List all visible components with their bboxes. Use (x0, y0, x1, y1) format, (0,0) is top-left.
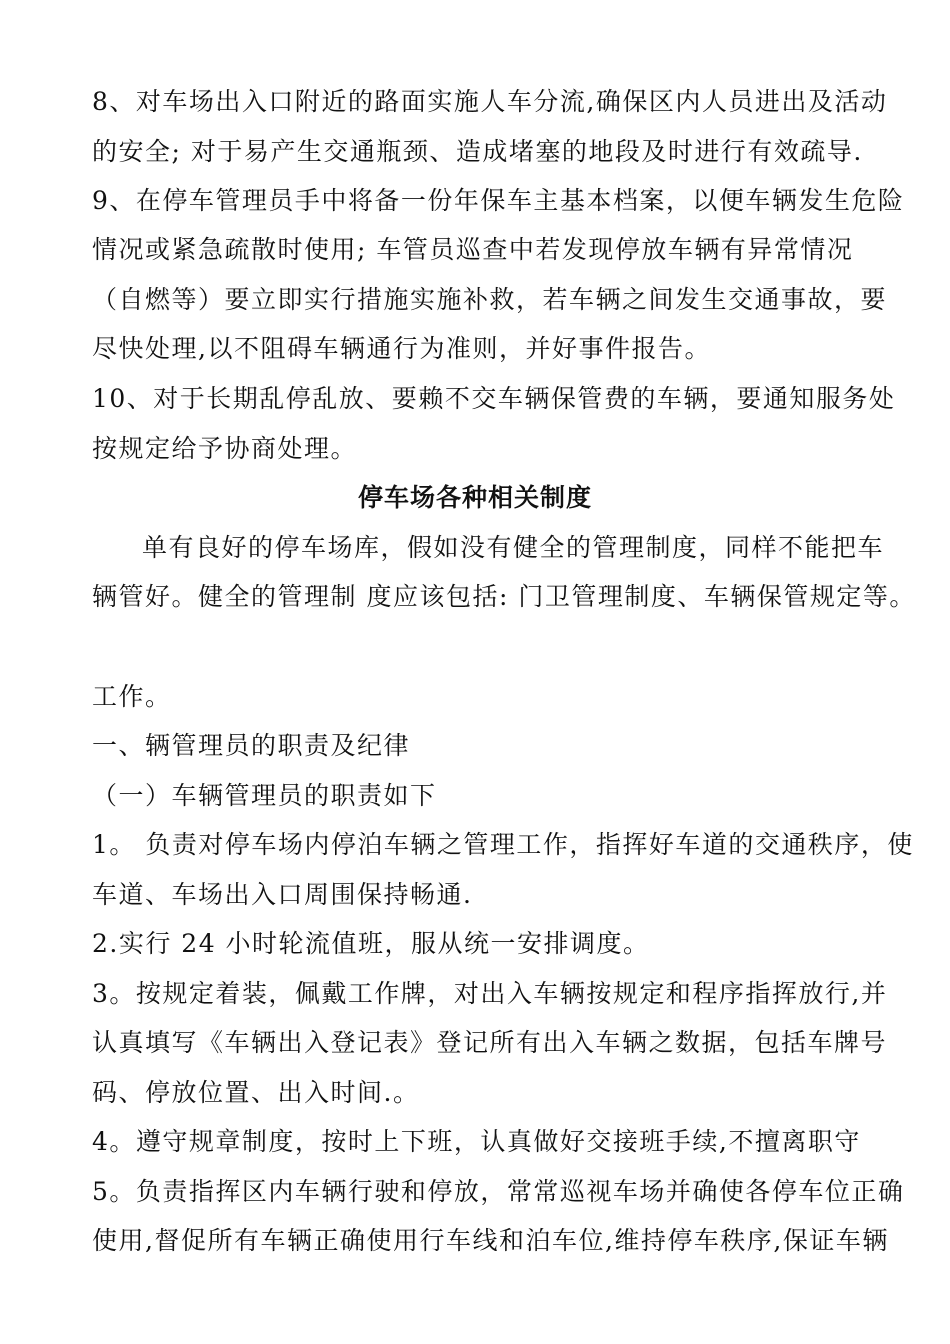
paragraph-line: 情况或紧急疏散时使用; 车管员巡查中若发现停放车辆有异常情况 (92, 235, 854, 264)
body-line: 3。按规定着装，佩戴工作牌，对出入车辆按规定和程序指挥放行,并 (92, 979, 888, 1008)
body-line: 一、辆管理员的职责及纪律 (92, 731, 411, 760)
body-line: （一）车辆管理员的职责如下 (92, 781, 437, 810)
body-line: 1。 负责对停车场内停泊车辆之管理工作，指挥好车道的交通秩序，使 (92, 830, 914, 859)
paragraph-line: 按规定给予协商处理。 (92, 434, 358, 463)
paragraph-line: （自燃等）要立即实行措施实施补救，若车辆之间发生交通事故，要 (92, 285, 888, 314)
body-line: 车道、车场出入口周围保持畅通. (92, 880, 473, 909)
paragraph-line: 的安全; 对于易产生交通瓶颈、造成堵塞的地段及时进行有效疏导. (92, 137, 863, 166)
body-line: 4。遵守规章制度，按时上下班，认真做好交接班手续,不擅离职守 (92, 1127, 861, 1156)
body-line: 工作。 (92, 682, 172, 711)
body-line: 码、停放位置、出入时间.。 (92, 1078, 420, 1107)
intro-line: 辆管好。健全的管理制 度应该包括: 门卫管理制度、车辆保管规定等。 (92, 582, 916, 611)
paragraph-line: 10、对于长期乱停乱放、要赖不交车辆保管费的车辆，要通知服务处 (92, 384, 896, 413)
intro-line: 单有良好的停车场库，假如没有健全的管理制度，同样不能把车 (142, 533, 885, 562)
body-line: 2.实行 24 小时轮流值班，服从统一安排调度。 (92, 929, 650, 958)
body-line: 认真填写《车辆出入登记表》登记所有出入车辆之数据，包括车牌号 (92, 1028, 888, 1057)
paragraph-line: 9、在停车管理员手中将备一份年保车主基本档案，以便车辆发生危险 (92, 186, 905, 215)
paragraph-line: 8、对车场出入口附近的路面实施人车分流,确保区内人员进出及活动 (92, 87, 888, 116)
body-line: 使用,督促所有车辆正确使用行车线和泊车位,维持停车秩序,保证车辆 (92, 1226, 889, 1255)
body-line: 5。负责指挥区内车辆行驶和停放，常常巡视车场并确使各停车位正确 (92, 1177, 905, 1206)
paragraph-line: 尽快处理,以不阻碍车辆通行为准则，并好事件报告。 (92, 334, 711, 363)
section-title: 停车场各种相关制度 (357, 483, 592, 512)
